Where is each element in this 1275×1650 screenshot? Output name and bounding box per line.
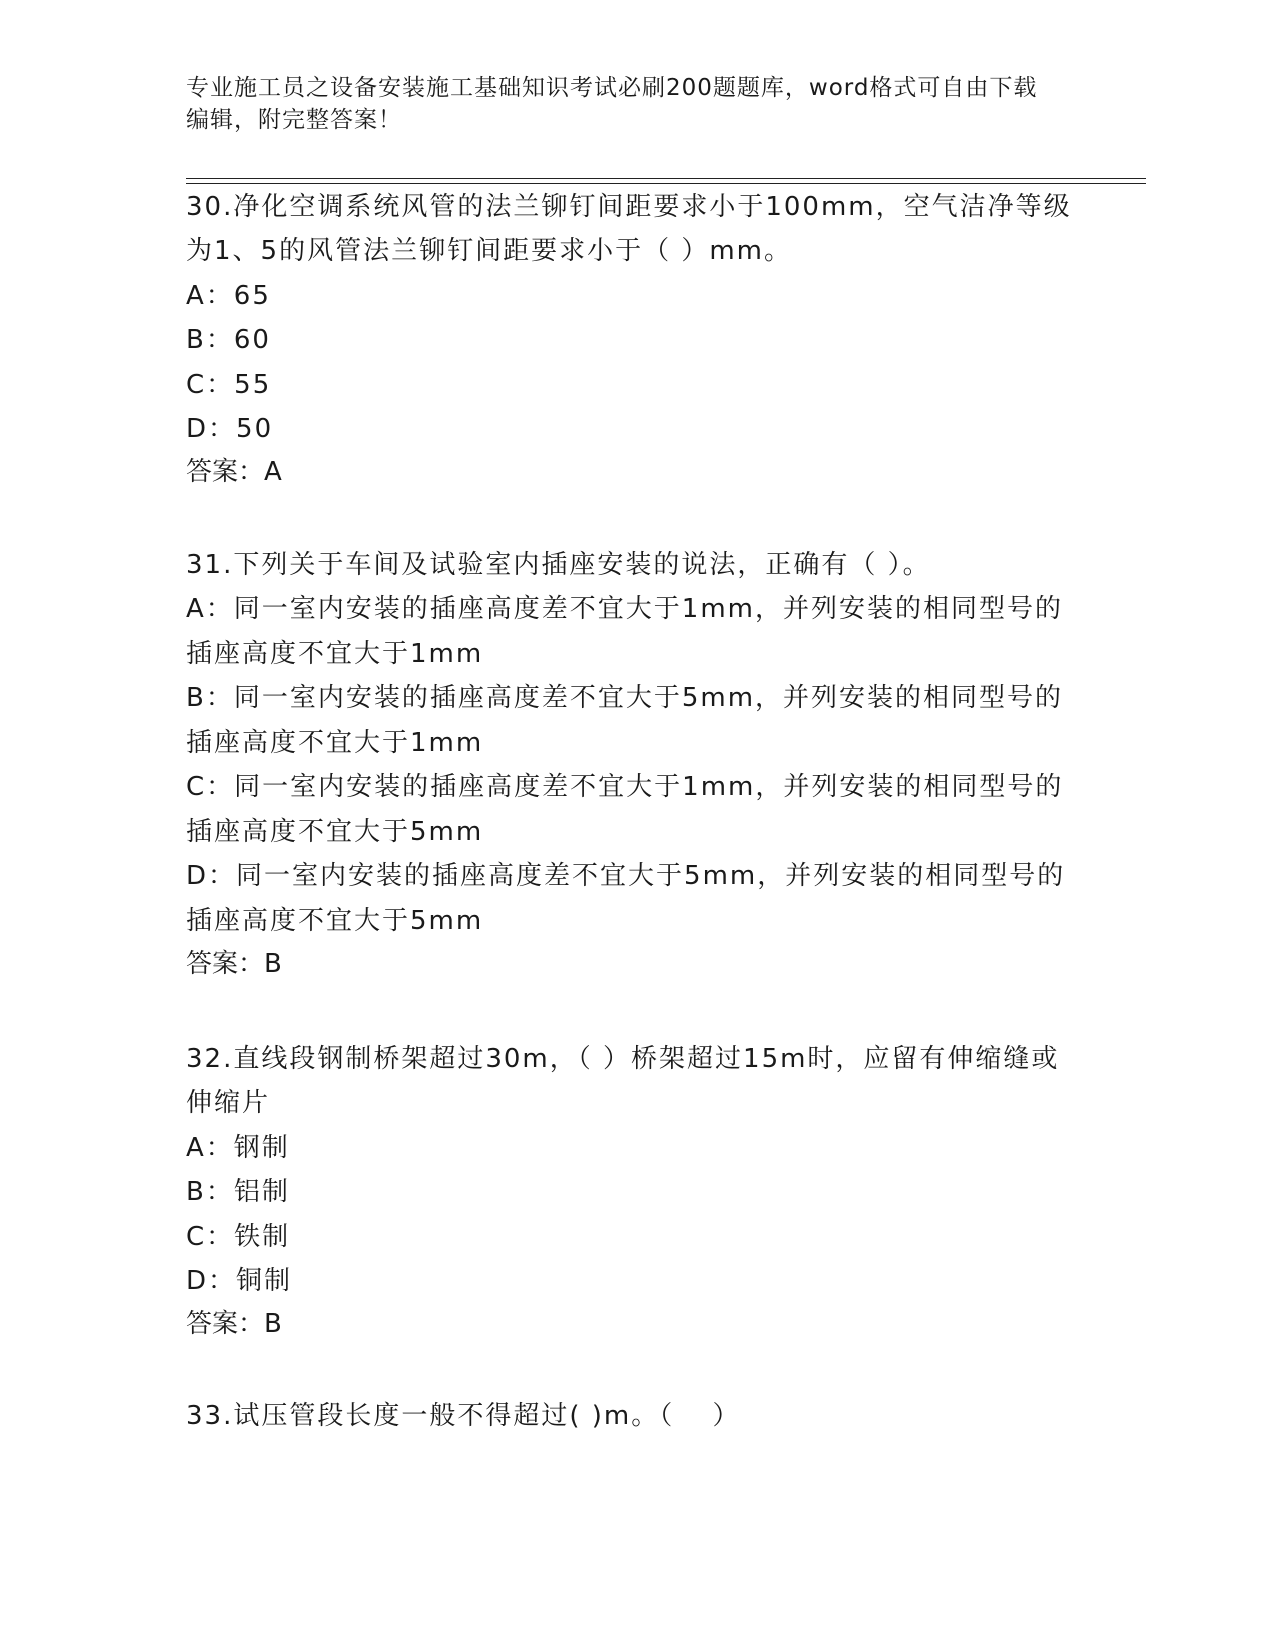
option-c: C：同一室内安装的插座高度差不宜大于1mm，并列安装的相同型号的 xyxy=(186,772,1064,802)
option-d: D：铜制 xyxy=(186,1266,293,1296)
option-d: D：50 xyxy=(186,414,274,444)
question-stem-line: 30.净化空调系统风管的法兰铆钉间距要求小于100mm，空气洁净等级 xyxy=(186,192,1072,222)
header-line-1: 专业施工员之设备安装施工基础知识考试必刷200题题库，word格式可自由下载 xyxy=(186,75,1038,101)
question-stem-line: 33.试压管段长度一般不得超过( )m。（ ） xyxy=(186,1401,741,1431)
option-c-continued: 插座高度不宜大于5mm xyxy=(186,817,484,847)
option-c: C：铁制 xyxy=(186,1222,291,1252)
answer-text: 答案：B xyxy=(186,949,282,979)
question-stem-line: 伸缩片 xyxy=(186,1088,271,1118)
option-b: B：铝制 xyxy=(186,1177,290,1207)
answer-text: 答案：A xyxy=(186,457,282,487)
option-a-continued: 插座高度不宜大于1mm xyxy=(186,639,484,669)
option-a: A：同一室内安装的插座高度差不宜大于1mm，并列安装的相同型号的 xyxy=(186,594,1063,624)
answer-text: 答案：B xyxy=(186,1309,282,1339)
header-divider-top xyxy=(186,178,1146,179)
option-c: C：55 xyxy=(186,370,272,400)
document-header xyxy=(186,72,1086,136)
option-d-continued: 插座高度不宜大于5mm xyxy=(186,906,484,936)
header-line-2: 编辑，附完整答案！ xyxy=(186,107,402,133)
option-b: B：60 xyxy=(186,325,271,355)
option-b-continued: 插座高度不宜大于1mm xyxy=(186,728,484,758)
option-d: D：同一室内安装的插座高度差不宜大于5mm，并列安装的相同型号的 xyxy=(186,861,1066,891)
option-a: A：钢制 xyxy=(186,1133,290,1163)
question-stem-line: 31.下列关于车间及试验室内插座安装的说法，正确有（ ）。 xyxy=(186,550,931,580)
question-stem-line: 为1、5的风管法兰铆钉间距要求小于（ ）mm。 xyxy=(186,236,793,266)
option-a: A：65 xyxy=(186,281,271,311)
question-stem-line: 32.直线段钢制桥架超过30m，（ ）桥架超过15m时，应留有伸缩缝或 xyxy=(186,1044,1060,1074)
option-b: B：同一室内安装的插座高度差不宜大于5mm，并列安装的相同型号的 xyxy=(186,683,1064,713)
header-divider-bottom xyxy=(186,183,1146,184)
